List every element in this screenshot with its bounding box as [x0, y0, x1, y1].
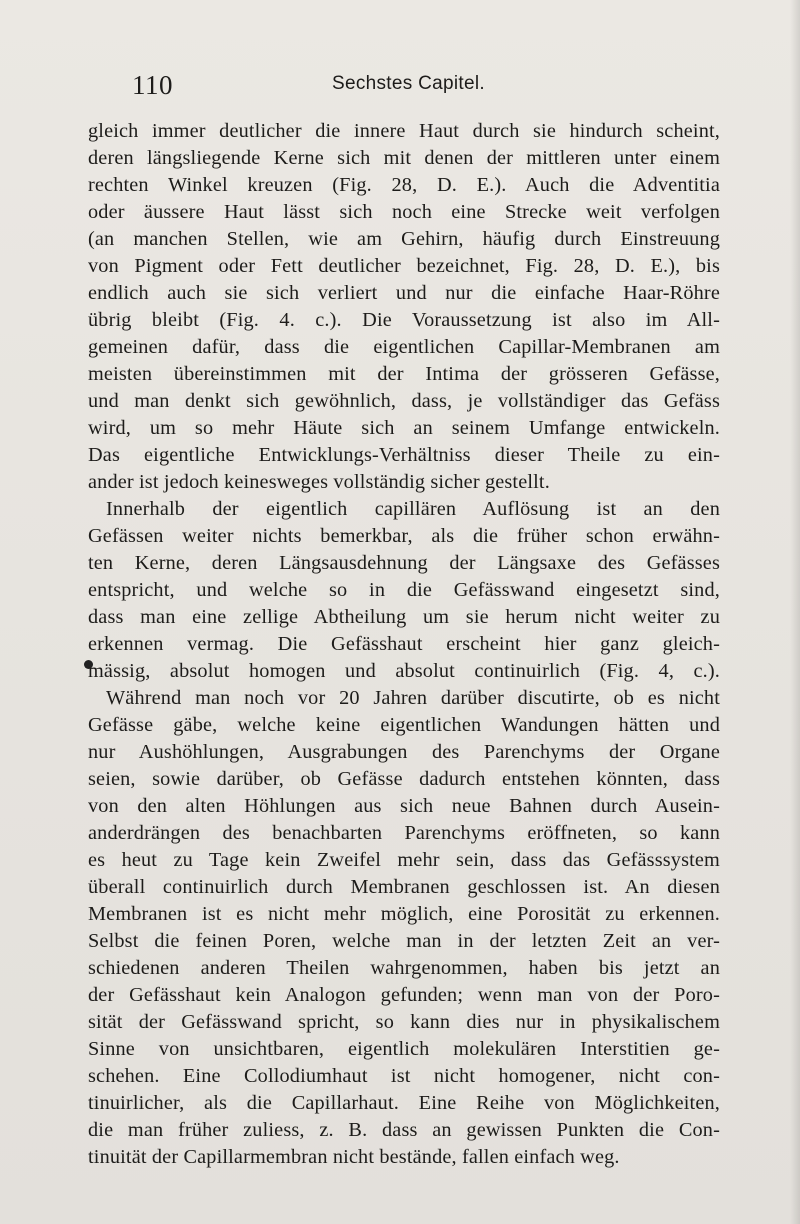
text-line: oder äussere Haut lässt sich noch eine Strecke weit verfolgen	[88, 201, 720, 223]
text-line: entspricht, und welche so in die Gefässwand eingesetzt sind,	[88, 579, 720, 601]
text-line: sität der Gefässwand spricht, so kann dies nur in physikalischem	[88, 1011, 720, 1033]
text-line: tinuität der Capillarmembran nicht bestände, fallen einfach weg.	[88, 1146, 620, 1168]
text-line: deren längsliegende Kerne sich mit denen der mittleren unter einem	[88, 147, 720, 169]
text-line: meisten übereinstimmen mit der Intima der grösseren Gefässe,	[88, 363, 720, 385]
text-line: nur Aushöhlungen, Ausgrabungen des Parenchyms der Organe	[88, 741, 720, 763]
paragraph-end-line: ander ist jedoch keinesweges vollständig sicher gestellt.	[88, 471, 550, 493]
text-line: der Gefässhaut kein Analogon gefunden; wenn man von der Poro-	[88, 984, 720, 1006]
paragraph-start-line: Innerhalb der eigentlich capillären Auflösung ist an den	[106, 498, 720, 520]
text-line: anderdrängen des benachbarten Parenchyms eröffneten, so kann	[88, 822, 720, 844]
text-line: tinuirlicher, als die Capillarhaut. Eine Reihe von Möglichkeiten,	[88, 1092, 720, 1114]
text-line: von den alten Höhlungen aus sich neue Bahnen durch Ausein-	[88, 795, 720, 817]
text-line: von Pigment oder Fett deutlicher bezeichnet, Fig. 28, D. E.), bis	[88, 255, 720, 277]
text-line: Membranen ist es nicht mehr möglich, eine Porosität zu erkennen.	[88, 903, 720, 925]
text-line: ten Kerne, deren Längsausdehnung der Längsaxe des Gefässes	[88, 552, 720, 574]
text-line: Gefässe gäbe, welche keine eigentlichen Wandungen hätten und	[88, 714, 720, 736]
text-line: dass man eine zellige Abtheilung um sie herum nicht weiter zu	[88, 606, 720, 628]
text-line: schiedenen anderen Theilen wahrgenommen, haben bis jetzt an	[88, 957, 720, 979]
text-line: (an manchen Stellen, wie am Gehirn, häufig durch Einstreuung	[88, 228, 720, 250]
text-line: wird, um so mehr Häute sich an seinem Umfange entwickeln.	[88, 417, 720, 439]
text-line: seien, sowie darüber, ob Gefässe dadurch entstehen könnten, dass	[88, 768, 720, 790]
text-line: Während man noch vor 20 Jahren darüber discutirte, ob es nicht	[106, 687, 720, 709]
text-line: endlich auch sie sich verliert und nur die einfache Haar-Röhre	[88, 282, 720, 304]
running-head: Sechstes Capitel.	[332, 73, 485, 94]
text-line: die man früher zuliess, z. B. dass an gewissen Punkten die Con-	[88, 1119, 720, 1141]
text-line: es heut zu Tage kein Zweifel mehr sein, dass das Gefässsystem	[88, 849, 720, 871]
page-header	[132, 70, 722, 104]
text-line: Gefässen weiter nichts bemerkbar, als die früher schon erwähn-	[88, 525, 720, 547]
text-line: und man denkt sich gewöhnlich, dass, je vollständiger das Gefäss	[88, 390, 720, 412]
text-line: Selbst die feinen Poren, welche man in der letzten Zeit an ver-	[88, 930, 720, 952]
text-line: gleich immer deutlicher die innere Haut durch sie hindurch scheint,	[88, 120, 720, 142]
text-line: überall continuirlich durch Membranen geschlossen ist. An diesen	[88, 876, 720, 898]
page-number: 110	[132, 70, 173, 100]
body-text	[88, 118, 720, 1171]
text-line: mässig, absolut homogen und absolut continuirlich (Fig. 4, c.).	[88, 660, 720, 682]
text-line: rechten Winkel kreuzen (Fig. 28, D. E.). Auch die Adventitia	[88, 174, 720, 196]
text-line: schehen. Eine Collodiumhaut ist nicht homogener, nicht con-	[88, 1065, 720, 1087]
page-edge-shadow	[790, 0, 800, 1224]
text-line: Sinne von unsichtbaren, eigentlich molekulären Interstitien ge-	[88, 1038, 720, 1060]
text-line: gemeinen dafür, dass die eigentlichen Capillar-Membranen am	[88, 336, 720, 358]
text-line: erkennen vermag. Die Gefässhaut erscheint hier ganz gleich-	[88, 633, 720, 655]
text-line: übrig bleibt (Fig. 4. c.). Die Voraussetzung ist also im All-	[88, 309, 720, 331]
text-line: Das eigentliche Entwicklungs-Verhältniss dieser Theile zu ein-	[88, 444, 720, 466]
